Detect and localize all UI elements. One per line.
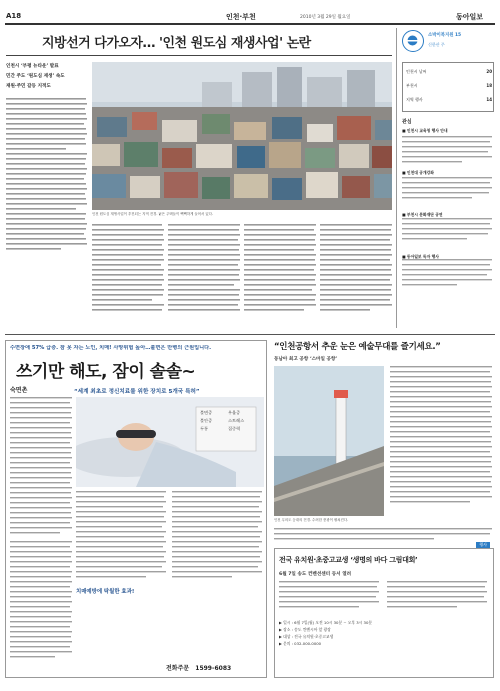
lead-photo-caption: 인천 원도심 재생사업이 추진되는 지역 전경. 낡은 주택들이 빽빽하게 들어서 있다. (92, 212, 214, 216)
ad-block (5, 340, 267, 678)
ad-feature: 스트레스 (228, 418, 245, 423)
text-lines (279, 581, 491, 621)
feature-headline: “인천공항서 추운 눈은 예술무대를 즐기세요.” (274, 342, 441, 352)
lead-body-cols (92, 224, 392, 314)
row-value: 18 (486, 83, 492, 88)
feature-photo (274, 366, 384, 516)
lead-subhead: 재원·주민 갈등 지적도 (6, 84, 51, 89)
section-divider (5, 334, 495, 335)
ad-feature: 불면증 (200, 410, 213, 415)
sidebar-box-row (406, 97, 492, 103)
sidebar-box-row (406, 69, 492, 75)
lead-headline: 지방선거 다가오자… '인천 원도심 재생사업' 논란 (42, 36, 311, 51)
sidebar-logo (402, 30, 424, 52)
feature-photo-caption: 인천 무의도 등대의 전경. 수려한 풍광이 펼쳐진다. (274, 518, 349, 522)
event-list-item: ▶ 장소 : 송도 컨벤시아 앞 광장 (279, 627, 331, 632)
event-tag: 행사 (476, 542, 490, 548)
sidebar-divider (396, 28, 397, 328)
date-line: 2010년 3월 29일 월요일 (300, 15, 351, 20)
section-label: 인천·부천 (226, 13, 256, 21)
header-rule (5, 23, 495, 25)
lead-body-col1 (6, 98, 88, 253)
feature-text-right (390, 366, 494, 516)
sidebar-bullet: ■ 인천시 교육청 행사 안내 (402, 128, 448, 133)
ad-top-line: 수면장애 57% 급증. 잠 못 자는 노인, 치매! 사망위험 높아…불면은 만병의 근원입니다. (10, 345, 212, 351)
text-lines (10, 397, 74, 537)
ad-feature: 두통 (200, 426, 209, 431)
sidebar-bullet: ■ 부천시 문화재단 공연 (402, 212, 443, 217)
event-body (279, 581, 491, 621)
ad-feature: 불안증 (200, 418, 213, 423)
ad-byline: 숙면촌 (10, 387, 28, 394)
ad-phone: 1599-6083 (195, 665, 232, 672)
text-lines (10, 541, 74, 661)
lead-photo (92, 62, 392, 210)
sidebar-title: 소박이복지원 15 (428, 33, 462, 38)
ad-feature: 우울증 (228, 410, 241, 415)
ad-feature-list (200, 410, 256, 432)
page-number: A18 (6, 12, 22, 20)
ad-phone-label: 전화주문 (166, 665, 190, 672)
channel-logo-icon (403, 31, 422, 50)
ad-phone-row (166, 663, 231, 672)
sidebar-notice-header: 관심 (402, 119, 412, 125)
feature-subhead: 동남아 최고 공항 ‘스마일 공항’ (274, 357, 338, 362)
text-lines (390, 366, 494, 516)
ad-feature: 집중력 (228, 426, 241, 431)
row-label: 인천시 날씨 (406, 69, 427, 74)
sidebar-body (402, 134, 494, 314)
lead-subheads (6, 62, 86, 92)
sidebar-box (402, 62, 494, 112)
row-value: 14 (486, 97, 492, 102)
lead-headline-rule (6, 55, 392, 56)
text-lines (6, 98, 88, 253)
sidebar-bullet: ■ 동아일보 독자 행사 (402, 254, 439, 259)
ad-intro-text (10, 397, 74, 537)
text-lines (402, 134, 494, 314)
event-title: 전국 유치원·초중고교생 ‘생명의 바다 그림대회’ (279, 556, 418, 564)
row-label: 부천시 (406, 83, 418, 88)
feature-text-lower (274, 528, 494, 544)
sidebar-box-row (406, 83, 492, 89)
event-list-item: ▶ 문의 : 032-000-0000 (279, 641, 322, 646)
text-lines (274, 528, 494, 544)
lighthouse-photo (274, 366, 384, 516)
sidebar-subtitle: 신한산 주 (428, 42, 445, 47)
sidebar-bullet: ■ 인천대 공개강좌 (402, 170, 434, 175)
ad-cta-line: 치매예방에 탁월한 효과! (76, 589, 135, 595)
ad-product-title: “세계 최초로 정신치료를 위한 장치로 5개국 특허” (74, 389, 200, 395)
city-photo (92, 62, 392, 210)
newspaper-name: 동아일보 (456, 13, 484, 21)
ad-headline: 쓰기만 해도, 잠이 솔솔~ (16, 362, 196, 382)
ad-product-photo (76, 397, 264, 487)
event-subtitle: 6월 7일 송도 컨벤션센터 등서 열려 (279, 572, 352, 577)
ad-left-lower-text (10, 541, 74, 661)
lead-subhead: 인천시 ‘부평 뉴타운’ 발표 (6, 64, 59, 69)
event-list-item: ▶ 일시 : 6월 7일(월) 오전 10시 30분 ~ 오후 3시 30분 (279, 620, 373, 625)
event-box (274, 542, 494, 678)
row-label: 지역 행사 (406, 97, 423, 102)
text-lines (92, 224, 392, 314)
event-list-item: ▶ 대상 : 전국 유치원·초중고교생 (279, 634, 334, 639)
row-value: 20 (486, 69, 492, 74)
event-list (279, 619, 491, 647)
lead-subhead: 민간 주도 ‘원도심 재생’ 속도 (6, 74, 65, 79)
